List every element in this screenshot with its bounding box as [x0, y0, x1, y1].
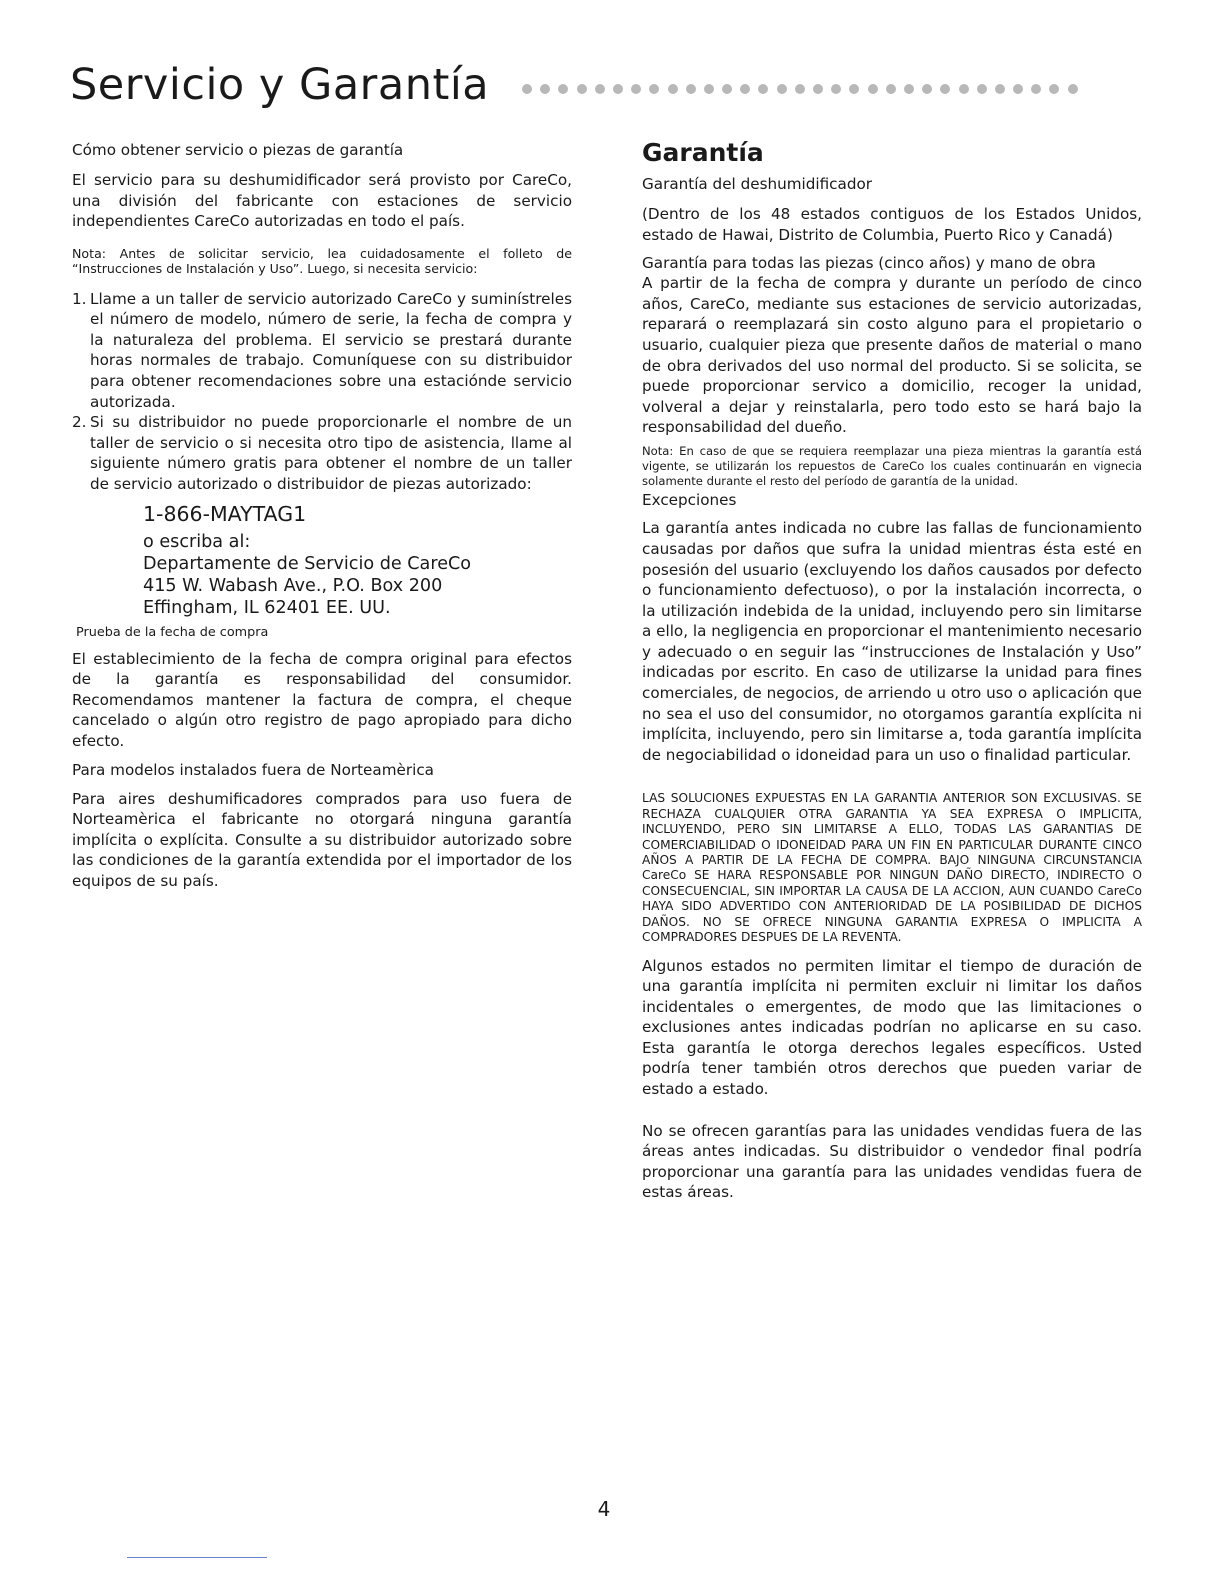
- dot-bullet: [686, 84, 696, 94]
- states-paragraph: Algunos estados no permiten limitar el tiempo de duración de una garantía implícita ni permiten excluir ni limitar los daños incidentales o emergentes, de modo que las limitaciones o exclusiones antes indicadas podrían no aplicarse en su caso. Esta garantía le otorga derechos legales específicos. Usted podría tener también otros derechos que pueden variar de estado a estado.: [642, 956, 1142, 1099]
- dot-bullet: [795, 84, 805, 94]
- exceptions-paragraph: La garantía antes indicada no cubre las fallas de funcionamiento causadas por daños que sufra la unidad mientras ésta esté en posesión del usuario (excluyendo los daños causados por defecto o funcionamiento defectuoso), o por la instalación incorrecta, o la utilización indebida de la unidad, incluyendo pero sin limitarse a ello, la negligencia en proporcionar el mantenimiento necesario y adecuado o en seguir las “instrucciones de Instalación y Uso” indicadas por escrito. En caso de utilizarse la unidad para fines comerciales, de negocios, de arriendo u otro uso o aplicación que no sea el uso del consumidor, no otorgamos garantía explícita ni implícita, incluyendo, pero sin limitarse a, toda garantía implícita de negociabilidad o idoneidad para un uso o finalidad particular.: [642, 519, 1142, 764]
- address-street: 415 W. Wabash Ave., P.O. Box 200: [143, 575, 443, 596]
- list-item: [72, 289, 572, 413]
- step-number: 1.: [72, 289, 87, 308]
- dot-bullet: [577, 84, 587, 94]
- right-column: [642, 138, 1142, 1203]
- dotted-rule: [522, 83, 1078, 95]
- service-paragraph: El servicio para su deshumidificador será provisto por CareCo, una división del fabricante con estaciones de servicio independientes CareCo autorizadas en todo el país.: [72, 171, 572, 231]
- service-steps: [72, 289, 572, 495]
- dot-bullet: [1031, 84, 1041, 94]
- outside-heading: Para modelos instalados fuera de Norteamèrica: [72, 760, 434, 779]
- dot-bullet: [522, 84, 532, 94]
- disclaimer-paragraph: LAS SOLUCIONES EXPUESTAS EN LA GARANTIA ANTERIOR SON EXCLUSIVAS. SE RECHAZA CUALQUIER OTRA GARANTIA YA SEA EXPRESA O IMPLICITA, INCLUYENDO, PERO SIN LIMITARSE A ELLO, TODAS LAS GARANTIAS DE COMERCIABILIDAD O IDONEIDAD PARA UN FIN EN PARTICULAR DURANTE CINCO AÑOS A PARTIR DE LA FECHA DE COMPRA. BAJO NINGUNA CIRCUNSTANCIA CareCo SE HARA RESPONSABLE POR NINGUN DAÑO DIRECTO, INDIRECTO O CONSECUENCIAL, SIN IMPORTAR LA CAUSA DE LA ACCION, AUN CUANDO CareCo HAYA SIDO ADVERTIDO CON ANTERIORIDAD DE LA POSIBILIDAD DE DICHOS DAÑOS. NO SE OFRECE NINGUNA GARANTIA EXPRESA O IMPLICITA A COMPRADORES DESPUES DE LA REVENTA.: [642, 791, 1142, 945]
- dot-bullet: [977, 84, 987, 94]
- outside-areas-paragraph: No se ofrecen garantías para las unidades vendidas fuera de las áreas antes indicadas. Su distribuidor o vendedor final podría proporcionar una garantía para las unidades vendidas fuera de estas áreas.: [642, 1121, 1142, 1202]
- dot-bullet: [777, 84, 787, 94]
- dot-bullet: [613, 84, 623, 94]
- dot-bullet: [849, 84, 859, 94]
- dot-bullet: [631, 84, 641, 94]
- address-city: Effingham, IL 62401 EE. UU.: [143, 597, 391, 618]
- dot-bullet: [831, 84, 841, 94]
- dot-bullet: [595, 84, 605, 94]
- left-column: [72, 138, 572, 891]
- dot-bullet: [940, 84, 950, 94]
- step-number: 2.: [72, 413, 87, 432]
- warranty-heading: Garantía: [642, 138, 764, 167]
- warranty-scope: (Dentro de los 48 estados contiguos de los Estados Unidos, estado de Hawai, Distrito de Columbia, Puerto Rico y Canadá): [642, 205, 1142, 244]
- warranty-note: Nota: En caso de que se requiera reemplazar una pieza mientras la garantía está vigente, se utilizarán los repuestos de CareCo los cuales continuarán en vignecia solamente durante el resto del período de garantía de la unidad.: [642, 443, 1142, 488]
- dot-bullet: [540, 84, 550, 94]
- step-text: Llame a un taller de servicio autorizado CareCo y suminístreles el número de modelo, número de serie, la fecha de compra y la naturaleza del problema. El servicio se prestará durante horas normales de trabajo. Comuníquese con su distribuidor para obtener recomendaciones sobre una estaciónde servicio autorizada.: [90, 289, 572, 411]
- address-department: Departamente de Servicio de CareCo: [143, 553, 472, 574]
- dot-bullet: [1049, 84, 1059, 94]
- dot-bullet: [558, 84, 568, 94]
- warranty-subheading: Garantía del deshumidificador: [642, 175, 873, 193]
- page-title: Servicio y Garantía: [70, 60, 490, 110]
- dot-bullet: [922, 84, 932, 94]
- step-text: Si su distribuidor no puede proporcionarle el nombre de un taller de servicio o si necesita otro tipo de asistencia, llame al siguiente número gratis para obtener el nombre de un taller de servicio autorizado o distribuidor de piezas autorizado:: [90, 413, 572, 493]
- dot-bullet: [904, 84, 914, 94]
- write-to-label: o escriba al:: [143, 531, 251, 552]
- service-note: Nota: Antes de solicitar servicio, lea cuidadosamente el folleto de “Instrucciones de Instalación y Uso”. Luego, si necesita servicio:: [72, 245, 572, 277]
- dot-bullet: [722, 84, 732, 94]
- dot-bullet: [868, 84, 878, 94]
- dot-bullet: [995, 84, 1005, 94]
- exceptions-heading: Excepciones: [642, 491, 737, 510]
- dot-bullet: [668, 84, 678, 94]
- list-item: [72, 412, 572, 494]
- parts-paragraph: A partir de la fecha de compra y durante un período de cinco años, CareCo, mediante sus estaciones de servicio autorizadas, reparará o reemplazará sin costo alguno para el propietario o usuario, cualquier pieza que presente daños de material o mano de obra derivados del uso normal del producto. Si se solicita, se puede proporcionar servico a domicilio, recoger la unidad, volveral a dejar y reinstalarla, pero todo esto se hará bajo la responsabilidad del dueño.: [642, 274, 1142, 437]
- outside-paragraph: Para aires deshumificadores comprados para uso fuera de Norteamèrica el fabricante no otorgará ninguna garantía implícita o explícita. Consulte a su distribuidor autorizado sobre las condiciones de la garantía extendida por el importador de los equipos de su país.: [72, 789, 572, 890]
- contact-block: [143, 501, 572, 619]
- footer-divider: [127, 1557, 267, 1558]
- dot-bullet: [1068, 84, 1078, 94]
- dot-bullet: [1013, 84, 1023, 94]
- dot-bullet: [813, 84, 823, 94]
- proof-heading: Prueba de la fecha de compra: [76, 624, 269, 640]
- dot-bullet: [886, 84, 896, 94]
- page-number: 4: [597, 1497, 611, 1521]
- dot-bullet: [740, 84, 750, 94]
- parts-heading: Garantía para todas las piezas (cinco años) y mano de obra: [642, 254, 1096, 273]
- service-heading: Cómo obtener servicio o piezas de garantía: [72, 141, 404, 159]
- dot-bullet: [704, 84, 714, 94]
- proof-paragraph: El establecimiento de la fecha de compra original para efectos de la garantía es responsabilidad del consumidor. Recomendamos mantener la factura de compra, el cheque cancelado o algún otro registro de pago apropiado para dicho efecto.: [72, 649, 572, 750]
- dot-bullet: [649, 84, 659, 94]
- dot-bullet: [758, 84, 768, 94]
- phone-number: 1-866-MAYTAG1: [143, 501, 307, 526]
- dot-bullet: [959, 84, 969, 94]
